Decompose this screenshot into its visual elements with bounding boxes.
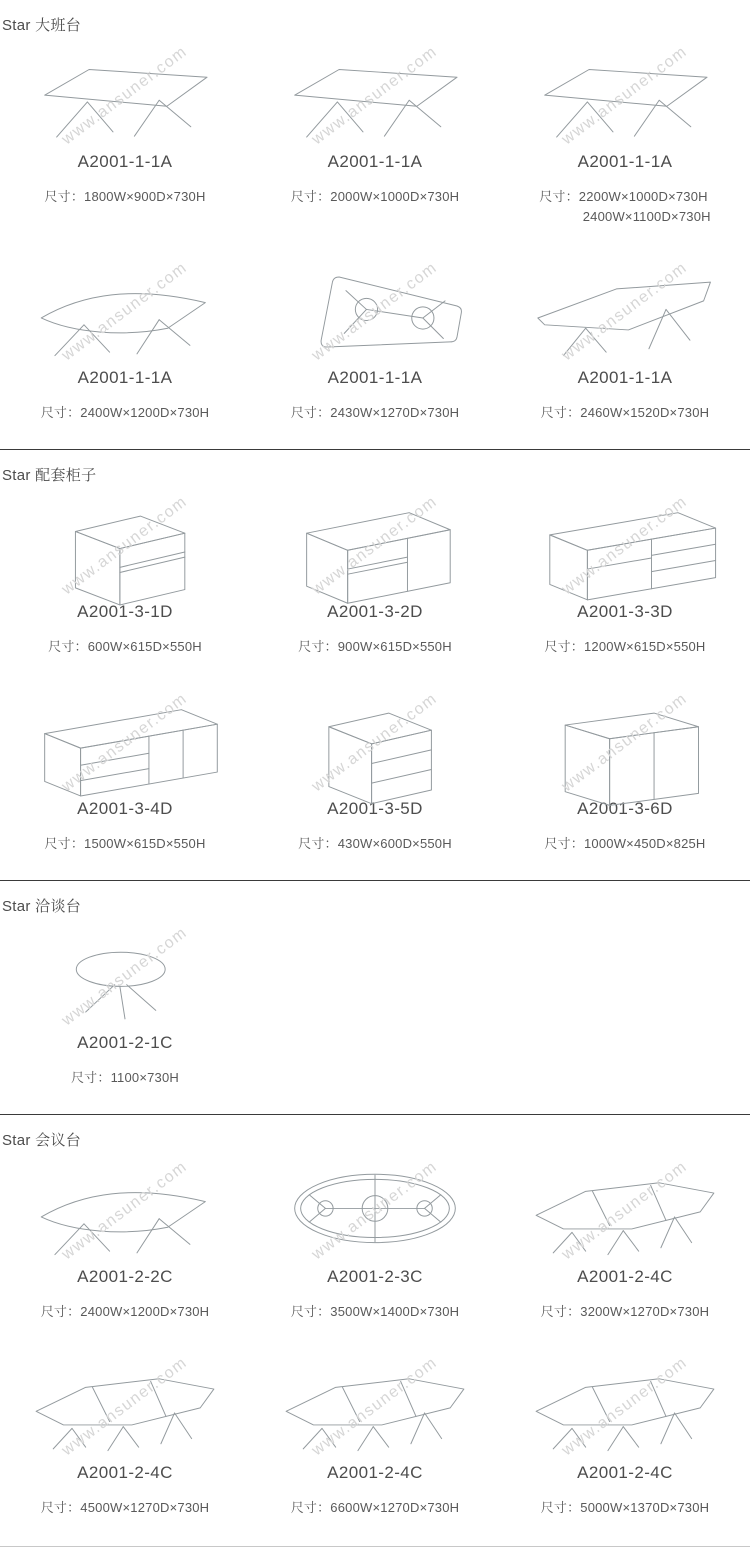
product-card [500,42,750,227]
dimension-line: 尺寸：1200W×615D×550H [544,639,706,655]
dimension-line: 尺寸：3200W×1270D×730H [540,1303,710,1319]
product-card [0,42,250,227]
product-card [250,42,500,227]
product-card [250,1157,500,1322]
cabinet-5-drawer-icon-svg [265,696,485,790]
desk-boat-icon-svg [15,1164,235,1258]
long-table-icon [265,1353,485,1460]
bottom-divider [0,1546,750,1551]
product-card [500,689,750,854]
dimension-line: 尺寸：600W×615D×550H [48,639,202,655]
watermark: www.ansuner.com [558,493,691,599]
product-card [0,259,250,423]
desk-perspective-icon [515,42,735,149]
product-dimensions [44,187,205,207]
dimension-line: 尺寸：430W×600D×550H [298,835,452,851]
catalog-section [0,1114,750,1544]
dimension-line: 尺寸：900W×615D×550H [298,639,452,655]
product-model: A2001-3-6D [577,798,673,818]
watermark: www.ansuner.com [558,259,691,365]
watermark: www.ansuner.com [308,1157,441,1264]
product-model: A2001-2-2C [77,1266,173,1286]
product-model: A2001-3-2D [327,602,423,622]
product-model: A2001-2-4C [577,1266,673,1286]
product-dimensions [544,834,705,854]
watermark: www.ansuner.com [308,493,441,599]
dimension-line: 尺寸：2430W×1270D×730H [290,405,460,421]
cabinet-5-drawer-icon [265,689,485,795]
desk-perspective-icon [15,42,235,149]
cabinet-2-drawer-icon-svg [265,499,485,593]
product-dimensions [41,1498,210,1518]
product-card [500,493,750,657]
dimension-line: 尺寸：2400W×1200D×730H [40,405,210,421]
cabinet-1-drawer-icon [15,493,235,599]
cabinet-3-drawer-icon [515,493,735,599]
long-table-icon [515,1157,735,1264]
product-model: A2001-1-1A [327,368,423,388]
product-model: A2001-1-1A [577,152,673,171]
cabinet-6-door-icon-svg [515,696,735,790]
cabinet-2-drawer-icon [265,493,485,599]
dimension-line: 尺寸：2200W×1000D×730H [539,189,708,204]
dimension-line: 尺寸：2460W×1520D×730H [540,405,710,421]
oval-table-topview-icon-svg [265,1164,485,1258]
desk-topview-icon-svg [265,265,485,359]
product-card [250,1353,500,1518]
product-dimensions [541,403,710,423]
watermark: www.ansuner.com [58,259,191,365]
product-card [0,923,250,1088]
watermark: www.ansuner.com [58,42,191,149]
desk-boat-icon [15,259,235,365]
product-dimensions [71,1068,179,1088]
watermark: www.ansuner.com [558,42,691,149]
watermark: www.ansuner.com [558,1353,691,1460]
product-model: A2001-2-4C [77,1462,173,1482]
product-model: A2001-2-4C [327,1462,423,1482]
watermark: www.ansuner.com [308,259,441,365]
long-table-icon [515,1353,735,1460]
product-card [250,259,500,423]
dimension-line: 尺寸：1500W×615D×550H [44,835,206,851]
product-card [250,493,500,657]
watermark: www.ansuner.com [58,689,191,795]
product-model: A2001-2-1C [77,1032,173,1052]
dimension-line-continuation: 2400W×1100D×730H [582,209,711,225]
product-card [500,1353,750,1518]
section-title: Star 洽谈台 [2,897,82,915]
product-dimensions [541,1302,710,1322]
product-dimensions [544,637,705,657]
desk-angled-icon [515,259,735,365]
product-card [0,689,250,854]
desk-perspective-icon-svg [15,49,235,143]
watermark: www.ansuner.com [58,493,191,599]
product-model: A2001-1-1A [577,368,673,388]
product-dimensions [298,834,452,854]
watermark: www.ansuner.com [58,923,191,1029]
product-dimensions [44,834,205,854]
product-card [0,493,250,657]
dimension-line: 尺寸：1800W×900D×730H [44,189,206,204]
oval-table-topview-icon [265,1157,485,1264]
product-card [500,1157,750,1322]
long-table-icon-svg [515,1360,735,1454]
dimension-line: 尺寸：3500W×1400D×730H [290,1303,460,1319]
dimension-line: 尺寸：2000W×1000D×730H [290,189,460,204]
cabinet-1-drawer-icon-svg [15,499,235,593]
cabinet-4-drawer-icon-svg [15,696,235,790]
watermark: www.ansuner.com [308,42,441,149]
product-model: A2001-1-1A [77,152,173,171]
dimension-line: 尺寸：4500W×1270D×730H [40,1499,210,1515]
product-dimensions [291,403,460,423]
product-card [250,689,500,854]
catalog-section [0,0,750,449]
product-dimensions [48,637,202,657]
desk-boat-icon [15,1157,235,1264]
product-model: A2001-1-1A [327,152,423,171]
section-title: Star 配套柜子 [2,467,97,485]
product-dimensions [539,187,711,227]
product-dimensions [291,1302,460,1322]
product-grid [0,487,750,879]
product-model: A2001-3-5D [327,798,423,818]
dimension-line: 尺寸：1000W×450D×825H [544,835,706,851]
product-model: A2001-2-3C [327,1266,423,1286]
watermark: www.ansuner.com [558,1157,691,1264]
desk-perspective-icon [265,42,485,149]
product-dimensions [291,187,460,207]
watermark: www.ansuner.com [558,689,691,795]
desk-angled-icon-svg [515,265,735,359]
product-grid [0,37,750,449]
round-table-icon-svg [15,930,235,1024]
product-model: A2001-3-1D [77,602,173,622]
product-dimensions [291,1498,460,1518]
product-grid [0,918,750,1114]
desk-perspective-icon-svg [265,49,485,143]
long-table-icon [15,1353,235,1460]
product-card [0,1353,250,1518]
long-table-icon-svg [515,1164,735,1258]
product-model: A2001-1-1A [77,368,173,388]
dimension-line: 尺寸：1100×730H [70,1069,179,1085]
cabinet-6-door-icon [515,689,735,795]
watermark: www.ansuner.com [308,689,441,795]
section-title: Star 会议台 [2,1131,82,1149]
product-dimensions [541,1498,710,1518]
cabinet-4-drawer-icon [15,689,235,795]
catalog-section [0,449,750,879]
watermark: www.ansuner.com [58,1353,191,1460]
product-dimensions [298,637,452,657]
dimension-line: 尺寸：2400W×1200D×730H [40,1303,210,1319]
watermark: www.ansuner.com [58,1157,191,1264]
product-model: A2001-3-4D [77,798,173,818]
catalog-section [0,880,750,1114]
desk-perspective-icon-svg [515,49,735,143]
cabinet-3-drawer-icon-svg [515,499,735,593]
desk-topview-icon [265,259,485,365]
product-model: A2001-2-4C [577,1462,673,1482]
product-dimensions [41,403,210,423]
product-grid [0,1152,750,1544]
round-table-icon [15,923,235,1029]
product-card [500,259,750,423]
section-title: Star 大班台 [2,17,82,34]
dimension-line: 尺寸：6600W×1270D×730H [290,1499,460,1515]
product-card [0,1157,250,1322]
long-table-icon-svg [15,1360,235,1454]
dimension-line: 尺寸：5000W×1370D×730H [540,1499,710,1515]
long-table-icon-svg [265,1360,485,1454]
product-dimensions [41,1302,210,1322]
desk-boat-icon-svg [15,265,235,359]
product-model: A2001-3-3D [577,602,673,622]
watermark: www.ansuner.com [308,1353,441,1460]
